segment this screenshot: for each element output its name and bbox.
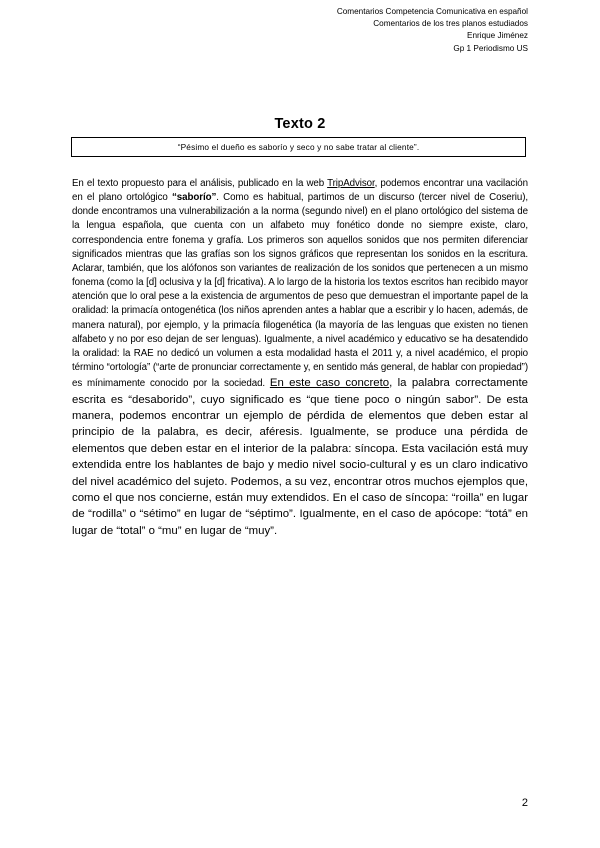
header-line-author: Enrique Jiménez — [467, 31, 528, 41]
body-text-conclusion: , la palabra correctamente escrita es “desaborido”, cuyo significado es “que tiene poco o ningún sabor”. De esta manera, podemos encontrar un ejemplo de pérdida de elementos que deben estar al principio de la palabra, es decir, aféresis. Igualmente, se produce una pérdida de elementos que deben estar en el interior de la palabra: síncopa. Esta vacilación está muy extendida entre los hablantes de bajo y medio nivel socio-cultural y es un claro indicativo del nivel académico del sujeto. Podemos, a su vez, encontrar otros muchos ejemplos que, como el que nos concierne, están muy extendidos. En el caso de síncopa: “roilla” en lugar de “rodilla” o “sétimo” en lugar de “séptimo”. Igualmente, en el caso de apócope: “totá” en lugar de “total” o “mu” en lugar de “muy”. — [72, 377, 528, 537]
tripadvisor-link[interactable]: TripAdvisor — [327, 178, 375, 189]
quote-box — [71, 137, 526, 157]
page-header — [337, 6, 528, 55]
quote-text: “Pésimo el dueño es saborío y seco y no sabe tratar al cliente”. — [177, 142, 420, 152]
body-text-underlined: En este caso concreto — [269, 377, 390, 390]
body-text-intro: En el texto propuesto para el análisis, publicado en la web — [72, 178, 328, 189]
page-title: Texto 2 — [274, 116, 326, 132]
body-text-bold-term: “saborío” — [172, 192, 217, 204]
body-text-analysis: . Como es habitual, partimos de un discurso (tercer nivel de Coseriu), donde encontramos una vulnerabilización a la norma (segundo nivel) en el plano ortológico del sistema de la lengua española, que cuenta con un alfabeto muy fonético donde no siempre existe, claro, correspondencia entre fonema y grafía. Los primeros son aquellos sonidos que nos permiten diferenciar significados mientras que las grafías son los signos gráficos que representan los sonidos en la escritura. Aclarar, también, que los alófonos son variantes de realización de los sonidos que pertenecen a un mismo fonema (como la [d] oclusiva y la [d] fricativa). A lo largo de la historia los textos escritos han recibido mayor atención que lo oral pese a la existencia de argumentos de peso que demuestran el importante papel de la oralidad: la primacía ontogenética (los niños aprenden antes a hablar que a escribir y lo hacen, además, de manera natural), por ejemplo, y la primacía filogenética (la mayoría de las lenguas que existen no tienen alfabeto y no por eso dejan de ser lenguas). Igualmente, a nivel académico y educativo se ha desatendido la oralidad: la RAE no dedicó un volumen a esta modalidad hasta el 2011 y, a nivel académico, el propio término “ortología” (“arte de pronunciar correctamente y, en sentido más general, de hablar con propiedad”) es mínimamente conocido por la sociedad. — [72, 192, 529, 390]
header-line-group: Gp 1 Periodismo US — [453, 43, 528, 53]
body-text-continued: , podemos encontrar una vacilación en el plano ortológico — [72, 178, 528, 204]
page-number: 2 — [521, 797, 528, 809]
header-line-course: Comentarios Competencia Comunicativa en español — [336, 7, 528, 16]
body-paragraph — [72, 177, 528, 539]
header-line-subject: Comentarios de los tres planos estudiados — [373, 19, 528, 29]
